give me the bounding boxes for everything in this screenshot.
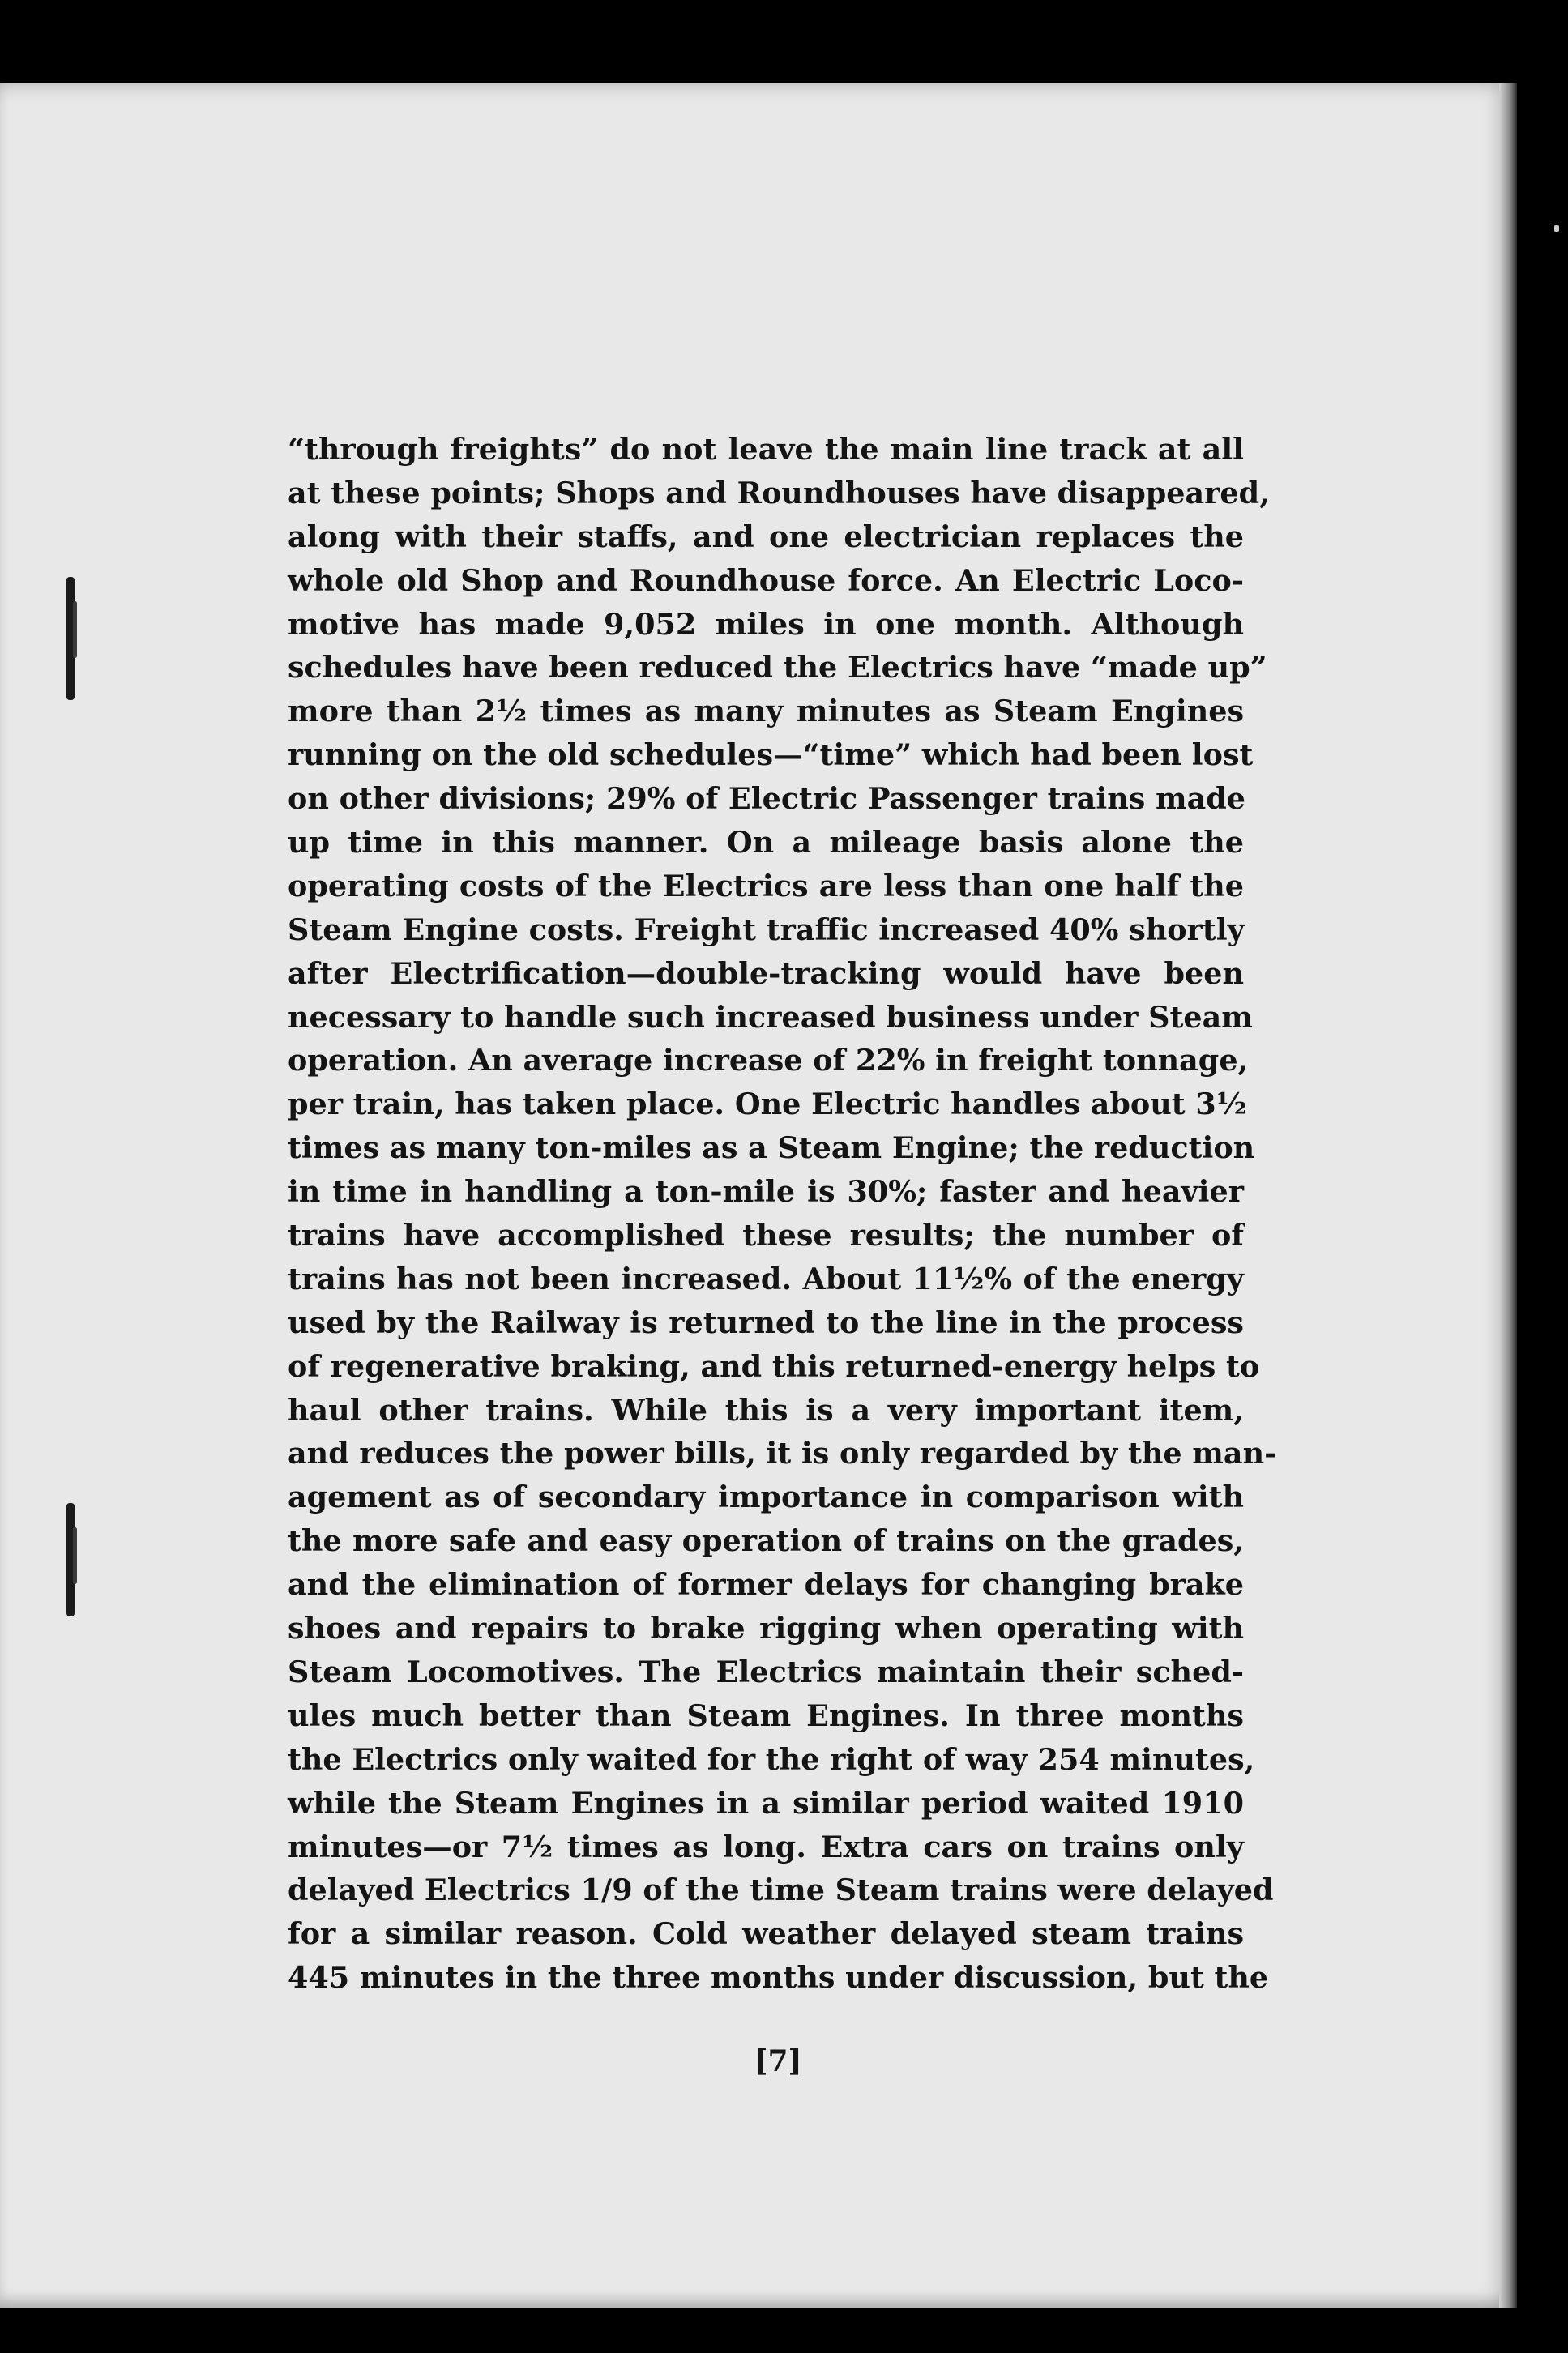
text-line: minutes—or 7½ times as long. Extra cars on trains only — [288, 1829, 1244, 1864]
text-line: on other divisions; 29% of Electric Passenger trains made — [288, 781, 1246, 817]
page-number: [7] — [754, 2044, 802, 2078]
text-line: necessary to handle such increased business under Steam — [288, 999, 1253, 1035]
binding-staple-mark-lower — [66, 1503, 75, 1616]
text-line: while the Steam Engines in a similar period waited 1910 — [288, 1785, 1244, 1821]
text-line: up time in this manner. On a mileage basis alone the — [288, 825, 1244, 860]
text-line: shoes and repairs to brake rigging when operating with — [288, 1611, 1244, 1646]
text-line: after Electrification—double-tracking would have been — [288, 955, 1244, 991]
text-line: operation. An average increase of 22% in freight tonnage, — [288, 1043, 1249, 1078]
text-line: motive has made 9,052 miles in one month. Although — [288, 606, 1244, 642]
text-line: per train, has taken place. One Electric handles about 3½ — [288, 1087, 1247, 1122]
text-line: schedules have been reduced the Electrics have “made up” — [288, 650, 1267, 685]
text-line: more than 2½ times as many minutes as Steam Engines — [288, 694, 1244, 729]
text-line: used by the Railway is returned to the line in the process — [288, 1305, 1244, 1340]
text-line: the Electrics only waited for the right of way 254 minutes, — [288, 1741, 1255, 1777]
text-line: times as many ton-miles as a Steam Engine; the reduction — [288, 1130, 1255, 1166]
text-line: Steam Locomotives. The Electrics maintain their sched- — [288, 1654, 1244, 1689]
text-line: 445 minutes in the three months under discussion, but the — [288, 1960, 1269, 1996]
text-line: agement as of secondary importance in comparison with — [288, 1480, 1244, 1515]
body-paragraph — [288, 428, 1277, 2000]
text-line: trains has not been increased. About 11½% of the energy — [288, 1261, 1244, 1296]
text-line: at these points; Shops and Roundhouses have disappeared, — [288, 475, 1270, 510]
text-line: the more safe and easy operation of trains on the grades, — [288, 1523, 1244, 1559]
text-line: for a similar reason. Cold weather delayed steam trains — [288, 1916, 1244, 1952]
text-line: operating costs of the Electrics are less than one half the — [288, 868, 1244, 903]
book-page — [0, 83, 1515, 2308]
text-line: whole old Shop and Roundhouse force. An Electric Loco- — [288, 562, 1244, 598]
text-line: Steam Engine costs. Freight traffic increased 40% shortly — [288, 912, 1245, 947]
text-line: trains have accomplished these results; the number of — [288, 1218, 1244, 1253]
text-line: running on the old schedules—“time” which had been lost — [288, 737, 1254, 773]
text-line: “through freights” do not leave the main line track at all — [288, 432, 1244, 467]
text-line: of regenerative braking, and this returned-energy helps to — [288, 1348, 1260, 1384]
scan-speck — [1554, 225, 1559, 232]
text-line: delayed Electrics 1/9 of the time Steam trains were delayed — [288, 1873, 1274, 1908]
text-line: ules much better than Steam Engines. In three months — [288, 1697, 1244, 1733]
text-line: along with their staffs, and one electrician replaces the — [288, 519, 1244, 554]
text-line: and reduces the power bills, it is only regarded by the man- — [288, 1436, 1277, 1471]
text-line: in time in handling a ton-mile is 30%; faster and heavier — [288, 1174, 1244, 1210]
text-line: haul other trains. While this is a very important item, — [288, 1392, 1244, 1428]
binding-staple-mark-upper — [66, 577, 75, 700]
text-line: and the elimination of former delays for changing brake — [288, 1567, 1244, 1603]
page-edge-shadow — [1499, 83, 1517, 2308]
